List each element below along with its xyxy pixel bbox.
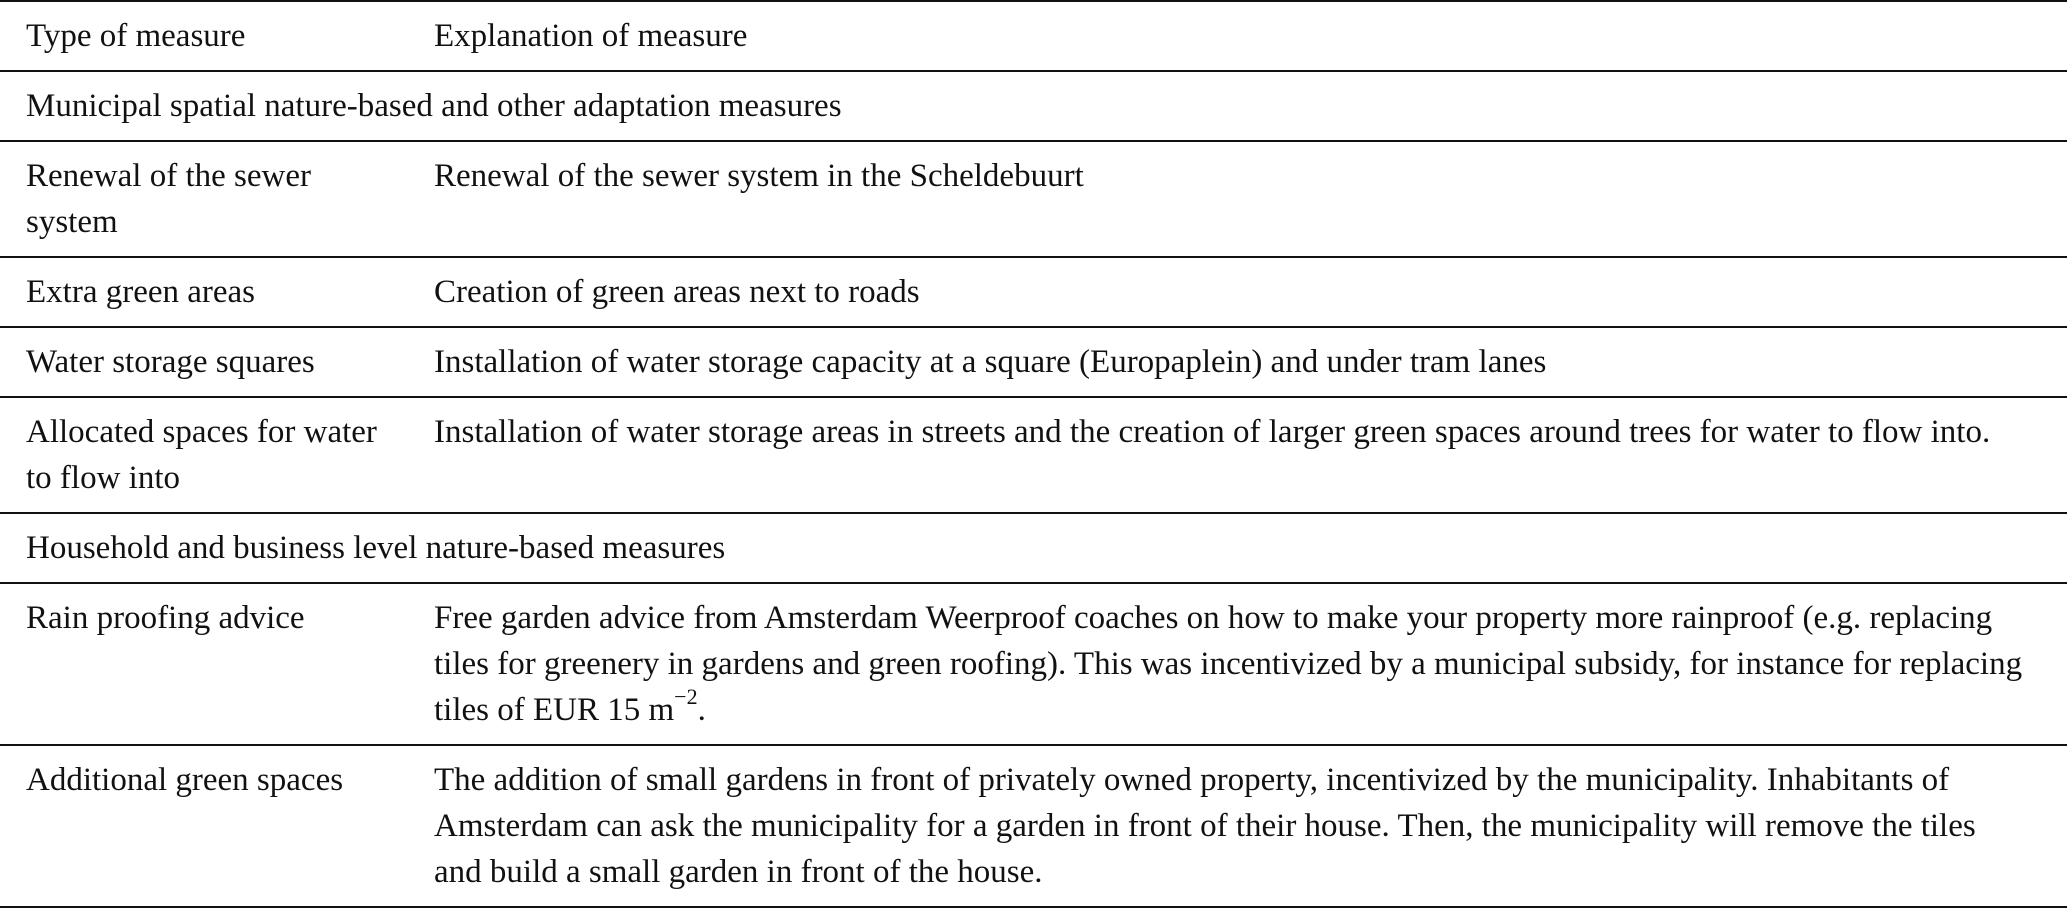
measure-type-cell: Rain proofing advice <box>26 600 305 636</box>
table-row <box>0 397 2067 513</box>
table-header-row <box>0 1 2067 71</box>
header-explanation-of-measure: Explanation of measure <box>434 18 748 54</box>
explanation-text: Free garden advice from Amsterdam Weerproof coaches on how to make your property more rainproof (e.g. replacing tiles for greenery in gardens and green roofing). This was incentivized by a municipal subsidy, for instance for replacing tiles of EUR 15 m <box>434 600 2023 728</box>
exponent: −2 <box>674 684 698 709</box>
table-row <box>0 141 2067 257</box>
measure-explanation-cell: Installation of water storage capacity at a square (Europaplein) and under tram lanes <box>434 344 1547 380</box>
section-title: Household and business level nature-based measures <box>26 530 726 566</box>
table-row <box>0 745 2067 907</box>
measure-type-cell: Additional green spaces <box>26 762 344 798</box>
measure-explanation-cell: Creation of green areas next to roads <box>434 274 920 310</box>
explanation-tail: . <box>697 692 706 728</box>
section-row-municipal <box>0 71 2067 141</box>
measure-type-cell: Water storage squares <box>26 344 315 380</box>
measure-explanation-cell <box>408 583 2067 745</box>
measure-type-cell: Extra green areas <box>26 274 256 310</box>
table-row <box>0 257 2067 327</box>
measure-explanation-cell: Installation of water storage areas in streets and the creation of larger green spaces around trees for water to flow into. <box>434 414 1991 450</box>
header-type-of-measure: Type of measure <box>26 18 246 54</box>
table-row <box>0 583 2067 745</box>
section-title: Municipal spatial nature-based and other adaptation measures <box>26 88 842 124</box>
measure-type-cell: Renewal of the sewer system <box>26 158 311 240</box>
table-row <box>0 327 2067 397</box>
measure-explanation-cell: Renewal of the sewer system in the Scheldebuurt <box>434 158 1084 194</box>
measure-type-cell: Allocated spaces for water to flow into <box>26 414 377 496</box>
section-row-household <box>0 513 2067 583</box>
measure-explanation-cell: The addition of small gardens in front of privately owned property, incentivized by the municipality. Inhabitants of Amsterdam can ask the municipality for a garden in front of their house. Then, the municipality will remove the tiles and build a small garden in front of the house. <box>434 762 1976 890</box>
